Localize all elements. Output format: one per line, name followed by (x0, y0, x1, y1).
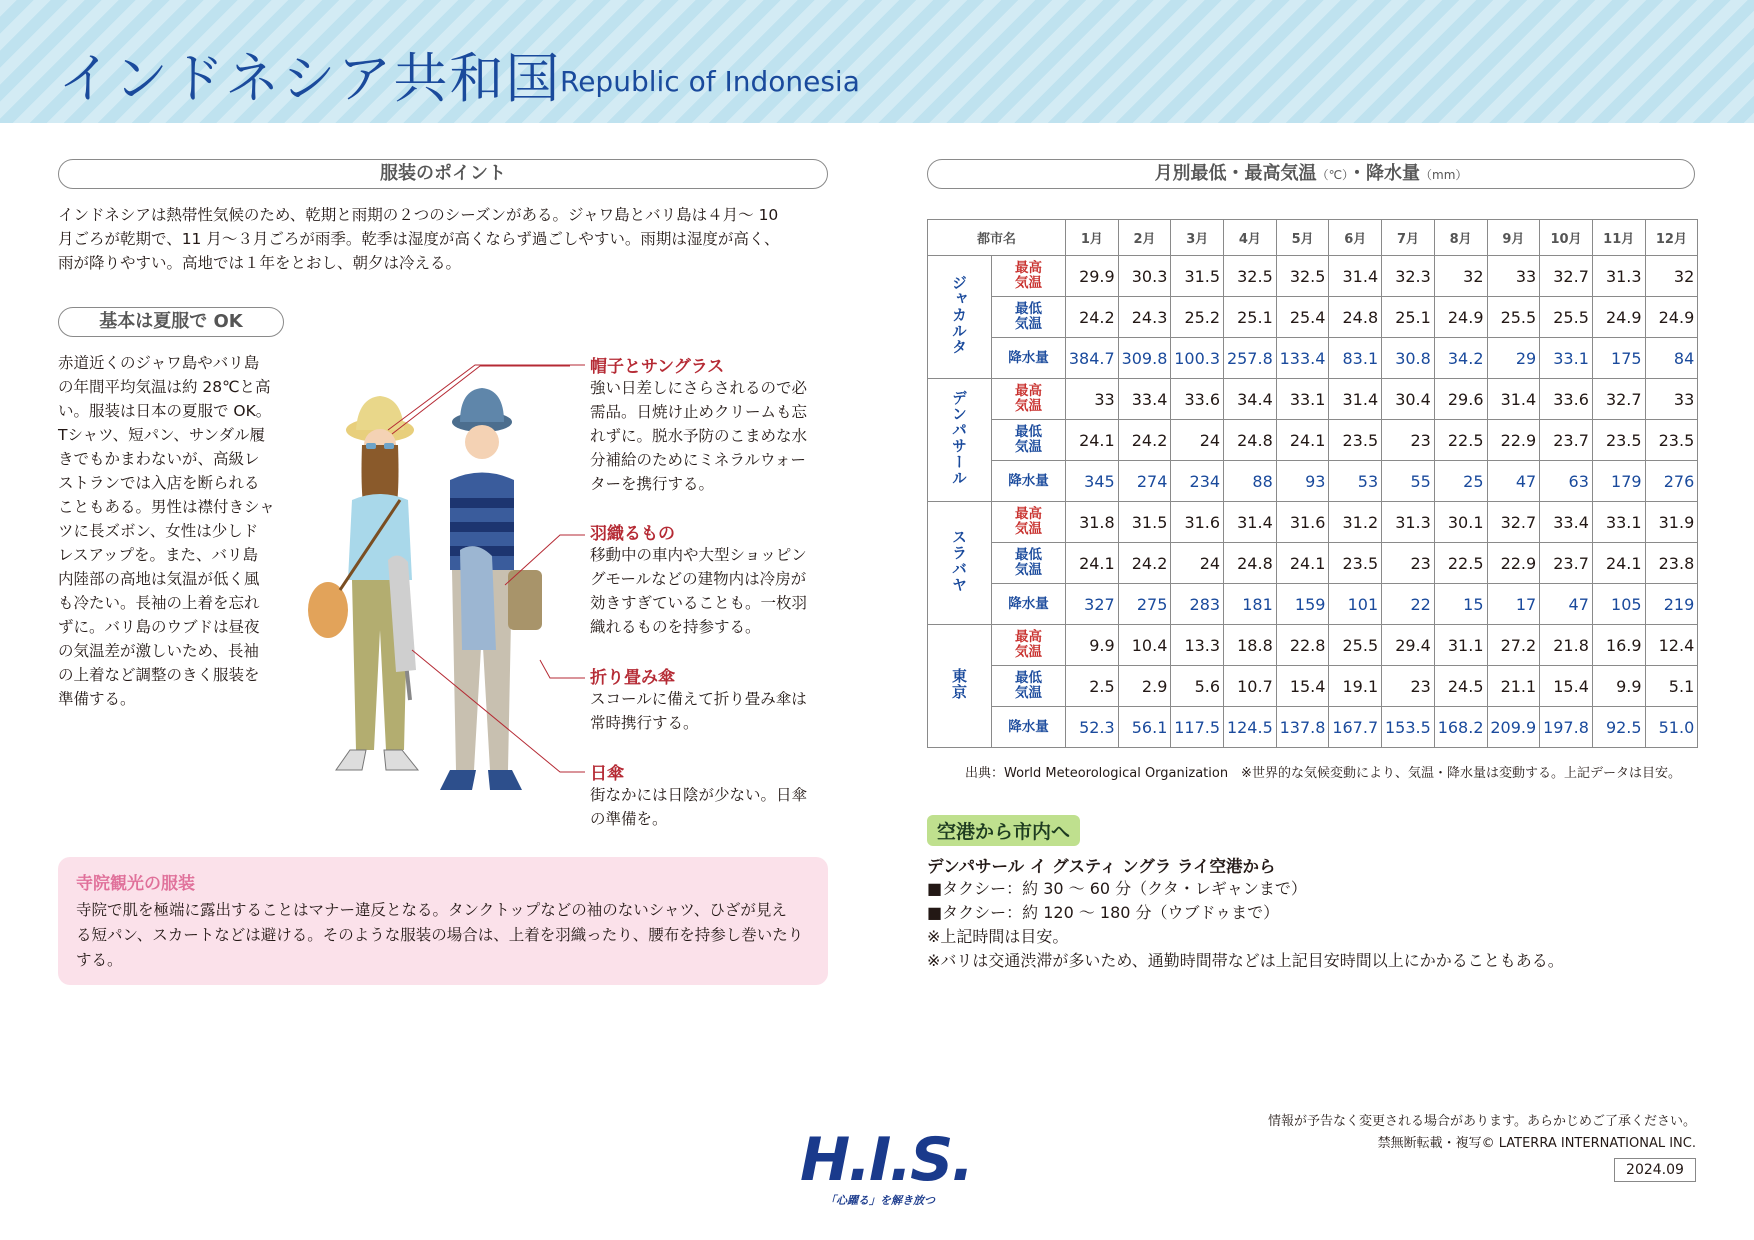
month-header: 1月 (1066, 220, 1119, 256)
page-title: インドネシア共和国 (58, 47, 562, 110)
cell-low: 5.1 (1645, 666, 1698, 707)
cell-rain: 53 (1329, 461, 1382, 502)
callout-text (590, 543, 830, 639)
cell-low: 24.1 (1066, 420, 1119, 461)
cell-rain: 47 (1487, 461, 1540, 502)
cell-high: 32.7 (1540, 256, 1593, 297)
city-name (928, 502, 992, 625)
city-name (928, 256, 992, 379)
cell-rain: 153.5 (1382, 707, 1435, 748)
cell-rain: 384.7 (1066, 338, 1119, 379)
cell-low: 2.5 (1066, 666, 1119, 707)
callout-line: 織れるものを持参する。 (590, 618, 761, 636)
cell-high: 33 (1066, 379, 1119, 420)
cell-low: 24.5 (1434, 666, 1487, 707)
cell-rain: 209.9 (1487, 707, 1540, 748)
row-label-high: 最高気温 (992, 502, 1066, 543)
cell-rain: 327 (1066, 584, 1119, 625)
row-label-low: 最低気温 (992, 666, 1066, 707)
row-label-high: 最高気温 (992, 379, 1066, 420)
cell-high: 30.3 (1118, 256, 1171, 297)
cell-high: 31.2 (1329, 502, 1382, 543)
row-label-rain: 降水量 (992, 584, 1066, 625)
month-header: 9月 (1487, 220, 1540, 256)
cell-low: 24.9 (1434, 297, 1487, 338)
cell-low: 2.9 (1118, 666, 1171, 707)
row-label-low: 最低気温 (992, 297, 1066, 338)
cell-low: 24.2 (1066, 297, 1119, 338)
table-row (928, 420, 1698, 461)
cell-rain: 25 (1434, 461, 1487, 502)
cell-low: 15.4 (1276, 666, 1329, 707)
cell-high: 31.4 (1329, 256, 1382, 297)
cell-high: 32 (1434, 256, 1487, 297)
page-title-en: Republic of Indonesia (560, 65, 860, 98)
temple-text (76, 898, 810, 973)
cell-low: 24.1 (1276, 543, 1329, 584)
table-row (928, 707, 1698, 748)
callout-line: 需品。日焼け止めクリームも忘 (590, 403, 808, 421)
cell-rain: 30.8 (1382, 338, 1435, 379)
cell-high: 33.4 (1540, 502, 1593, 543)
row-label-rain: 降水量 (992, 707, 1066, 748)
callout-text (590, 376, 830, 496)
cell-rain: 101 (1329, 584, 1382, 625)
month-header: 2月 (1118, 220, 1171, 256)
cell-low: 24.2 (1118, 543, 1171, 584)
city-name (928, 625, 992, 748)
cell-low: 23.8 (1645, 543, 1698, 584)
summer-line: ストランでは入店を断られる (58, 474, 260, 492)
his-logo-tagline: 「心躍る」を解き放つ (825, 1194, 935, 1207)
cell-rain: 197.8 (1540, 707, 1593, 748)
cell-low: 24.9 (1592, 297, 1645, 338)
temple-line: 寺院で肌を極端に露出することはマナー違反となる。タンクトップなどの袖のないシャツ、ひざが見え (76, 901, 787, 919)
cell-low: 24.8 (1329, 297, 1382, 338)
cell-low: 5.6 (1171, 666, 1224, 707)
temple-line: する。 (76, 951, 123, 969)
cell-low: 23.5 (1329, 420, 1382, 461)
cell-low: 24 (1171, 420, 1224, 461)
cell-rain: 52.3 (1066, 707, 1119, 748)
cell-high: 31.4 (1224, 502, 1277, 543)
cell-low: 22.9 (1487, 420, 1540, 461)
cell-high: 31.5 (1118, 502, 1171, 543)
climate-unit-rain: （mm） (1420, 168, 1468, 182)
month-header: 4月 (1224, 220, 1277, 256)
footer-copyright: 禁無断転載・複写© LATERRA INTERNATIONAL INC. (1377, 1136, 1696, 1151)
cell-rain: 56.1 (1118, 707, 1171, 748)
cell-high: 29.6 (1434, 379, 1487, 420)
cell-high: 33 (1487, 256, 1540, 297)
summer-line: Tシャツ、短パン、サンダル履 (58, 426, 265, 444)
summer-line: 赤道近くのジャワ島やバリ島 (58, 354, 260, 372)
cell-high: 31.9 (1645, 502, 1698, 543)
cell-rain: 283 (1171, 584, 1224, 625)
intro-line: 雨が降りやすい。高地では１年をとおし、朝夕は冷える。 (58, 254, 462, 272)
summer-line: ツに長ズボン、女性は少しド (58, 522, 259, 540)
cell-high: 10.4 (1118, 625, 1171, 666)
cell-rain: 88 (1224, 461, 1277, 502)
cell-rain: 17 (1487, 584, 1540, 625)
climate-table (927, 219, 1698, 748)
summer-line: ずに。バリ島のウブドは昼夜 (58, 618, 260, 636)
cell-high: 33 (1645, 379, 1698, 420)
cell-high: 27.2 (1487, 625, 1540, 666)
cell-rain: 63 (1540, 461, 1593, 502)
summer-line: 準備する。 (58, 690, 136, 708)
table-row (928, 666, 1698, 707)
climate-heading (927, 159, 1695, 189)
intro-line: 月ごろが乾期で、11 月～３月ごろが雨季。乾季は湿度が高くならず過ごしやすい。雨期は湿度が高く、 (58, 230, 780, 248)
cell-low: 10.7 (1224, 666, 1277, 707)
cell-rain: 276 (1645, 461, 1698, 502)
cell-high: 32.7 (1487, 502, 1540, 543)
callout-line: グモールなどの建物内は冷房が (590, 570, 807, 588)
cell-rain: 83.1 (1329, 338, 1382, 379)
month-header: 7月 (1382, 220, 1435, 256)
cell-high: 21.8 (1540, 625, 1593, 666)
footer-notice: 情報が予告なく変更される場合があります。あらかじめご了承ください。 (1268, 1114, 1696, 1129)
col-city-header: 都市名 (928, 220, 1066, 256)
cell-high: 22.8 (1276, 625, 1329, 666)
airport-line: ※上記時間は目安。 (927, 927, 1069, 946)
cell-rain: 100.3 (1171, 338, 1224, 379)
cell-rain: 257.8 (1224, 338, 1277, 379)
cell-low: 23.7 (1540, 543, 1593, 584)
cell-high: 31.6 (1276, 502, 1329, 543)
table-row (928, 461, 1698, 502)
row-label-rain: 降水量 (992, 461, 1066, 502)
row-label-high: 最高気温 (992, 256, 1066, 297)
cell-rain: 168.2 (1434, 707, 1487, 748)
climate-unit-temp: （℃） (1316, 168, 1349, 182)
cell-rain: 15 (1434, 584, 1487, 625)
callout-title: 帽子とサングラス (590, 357, 725, 377)
cell-high: 29.9 (1066, 256, 1119, 297)
cell-low: 23.5 (1329, 543, 1382, 584)
cell-rain: 29 (1487, 338, 1540, 379)
cell-low: 25.1 (1224, 297, 1277, 338)
month-header: 3月 (1171, 220, 1224, 256)
cell-low: 24.3 (1118, 297, 1171, 338)
cell-high: 31.1 (1434, 625, 1487, 666)
callout-line: 常時携行する。 (590, 714, 699, 732)
cell-rain: 22 (1382, 584, 1435, 625)
cell-high: 31.6 (1171, 502, 1224, 543)
cell-rain: 92.5 (1592, 707, 1645, 748)
table-row (928, 379, 1698, 420)
cell-low: 24.8 (1224, 543, 1277, 584)
cell-low: 23.7 (1540, 420, 1593, 461)
clothing-heading: 服装のポイント (58, 159, 828, 189)
cell-low: 25.4 (1276, 297, 1329, 338)
cell-high: 31.3 (1382, 502, 1435, 543)
cell-low: 22.9 (1487, 543, 1540, 584)
row-label-rain: 降水量 (992, 338, 1066, 379)
cell-rain: 124.5 (1224, 707, 1277, 748)
summer-line: こともある。男性は襟付きシャ (58, 498, 275, 516)
callout-line: 移動中の車内や大型ショッピン (590, 546, 807, 564)
cell-rain: 275 (1118, 584, 1171, 625)
callout-line: 強い日差しにさらされるので必 (590, 379, 808, 397)
cell-rain: 179 (1592, 461, 1645, 502)
cell-low: 19.1 (1329, 666, 1382, 707)
cell-rain: 105 (1592, 584, 1645, 625)
month-header: 10月 (1540, 220, 1593, 256)
cell-low: 24 (1171, 543, 1224, 584)
temple-box (58, 857, 828, 985)
cell-low: 25.1 (1382, 297, 1435, 338)
cell-high: 32.3 (1382, 256, 1435, 297)
city-name-text: スラバヤ (950, 529, 968, 593)
callout-line: スコールに備えて折り畳み傘は (590, 690, 807, 708)
callout-line: れずに。脱水予防のこまめな水 (590, 427, 808, 445)
climate-heading-text: 月別最低・最高気温 (1154, 163, 1317, 184)
cell-low: 22.5 (1434, 543, 1487, 584)
callout-text (590, 783, 830, 831)
summer-line: い。服装は日本の夏服で OK。 (58, 402, 272, 420)
airport-line: ※バリは交通渋滞が多いため、通勤時間帯などは上記目安時間以上にかかることもある。 (927, 951, 1564, 970)
cell-low: 23.5 (1592, 420, 1645, 461)
row-label-high: 最高気温 (992, 625, 1066, 666)
cell-rain: 175 (1592, 338, 1645, 379)
cell-high: 16.9 (1592, 625, 1645, 666)
cell-low: 21.1 (1487, 666, 1540, 707)
callout-line: 街なかには日陰が少ない。日傘 (590, 786, 808, 804)
cell-high: 31.8 (1066, 502, 1119, 543)
his-logo-mark: H.I.S. (800, 1125, 973, 1195)
table-row (928, 338, 1698, 379)
month-header: 6月 (1329, 220, 1382, 256)
summer-line: の気温差が激しいため、長袖 (58, 642, 259, 660)
cell-rain: 47 (1540, 584, 1593, 625)
cell-high: 29.4 (1382, 625, 1435, 666)
callout-title: 折り畳み傘 (590, 668, 675, 688)
temple-line: る短パン、スカートなどは避ける。そのような服装の場合は、上着を羽織ったり、腰布を持参し巻いたり (76, 926, 804, 944)
month-header: 12月 (1645, 220, 1698, 256)
city-name-text: デンパサール (950, 390, 968, 486)
cell-high: 31.4 (1329, 379, 1382, 420)
cell-high: 25.5 (1329, 625, 1382, 666)
row-label-low: 最低気温 (992, 420, 1066, 461)
cell-low: 23 (1382, 420, 1435, 461)
month-header: 8月 (1434, 220, 1487, 256)
cell-high: 31.3 (1592, 256, 1645, 297)
cell-high: 32 (1645, 256, 1698, 297)
cell-high: 33.4 (1118, 379, 1171, 420)
summer-heading: 基本は夏服で OK (58, 307, 284, 337)
callout-line: 分補給のためにミネラルウォー (590, 451, 806, 469)
cell-high: 32.5 (1224, 256, 1277, 297)
cell-rain: 274 (1118, 461, 1171, 502)
table-row (928, 297, 1698, 338)
cell-high: 30.1 (1434, 502, 1487, 543)
cell-low: 23 (1382, 666, 1435, 707)
cell-low: 24.1 (1592, 543, 1645, 584)
cell-rain: 181 (1224, 584, 1277, 625)
cell-rain: 137.8 (1276, 707, 1329, 748)
intro-line: インドネシアは熱帯性気候のため、乾期と雨期の２つのシーズンがある。ジャワ島とバリ島は４月～ 10 (58, 206, 779, 224)
cell-rain: 234 (1171, 461, 1224, 502)
callout-title: 日傘 (590, 764, 624, 784)
climate-heading-rain: ・降水量 (1348, 163, 1421, 184)
cell-low: 24.1 (1276, 420, 1329, 461)
month-header: 5月 (1276, 220, 1329, 256)
table-row (928, 256, 1698, 297)
month-header: 11月 (1592, 220, 1645, 256)
cell-rain: 93 (1276, 461, 1329, 502)
cell-low: 9.9 (1592, 666, 1645, 707)
callout-line: の準備を。 (590, 810, 668, 828)
cell-high: 33.6 (1540, 379, 1593, 420)
cell-rain: 159 (1276, 584, 1329, 625)
cell-rain: 309.8 (1118, 338, 1171, 379)
cell-high: 32.7 (1592, 379, 1645, 420)
summer-line: きでもかまわないが、高級レ (58, 450, 260, 468)
table-row (928, 625, 1698, 666)
cell-rain: 84 (1645, 338, 1698, 379)
issue-date: 2024.09 (1614, 1158, 1696, 1182)
airport-subtitle: デンパサール イ グスティ ングラ ライ空港から (927, 857, 1276, 876)
summer-line: の年間平均気温は約 28℃と高 (58, 378, 271, 396)
cell-high: 12.4 (1645, 625, 1698, 666)
cell-low: 23.5 (1645, 420, 1698, 461)
cell-high: 31.5 (1171, 256, 1224, 297)
cell-low: 24.1 (1066, 543, 1119, 584)
cell-low: 15.4 (1540, 666, 1593, 707)
cell-high: 33.6 (1171, 379, 1224, 420)
table-row (928, 502, 1698, 543)
cell-low: 25.5 (1540, 297, 1593, 338)
summer-line: レスアップを。また、バリ島 (58, 546, 258, 564)
callout-line: 効きすぎていることも。一枚羽 (590, 594, 808, 612)
cell-high: 18.8 (1224, 625, 1277, 666)
cell-rain: 133.4 (1276, 338, 1329, 379)
city-name-text: ジャカルタ (950, 275, 968, 355)
cell-rain: 167.7 (1329, 707, 1382, 748)
cell-low: 24.8 (1224, 420, 1277, 461)
cell-high: 32.5 (1276, 256, 1329, 297)
airport-lines (927, 877, 1564, 973)
airport-line: ■タクシー：約 120 ～ 180 分（ウブドゥまで） (927, 903, 1280, 922)
cell-rain: 51.0 (1645, 707, 1698, 748)
cell-high: 33.1 (1592, 502, 1645, 543)
cell-rain: 219 (1645, 584, 1698, 625)
callout-title: 羽織るもの (590, 524, 675, 544)
temple-title: 寺院観光の服装 (76, 874, 195, 894)
cell-low: 24.9 (1645, 297, 1698, 338)
airport-line: ■タクシー：約 30 ～ 60 分（クタ・レギャンまで） (927, 879, 1307, 898)
cell-low: 25.2 (1171, 297, 1224, 338)
row-label-low: 最低気温 (992, 543, 1066, 584)
cell-high: 9.9 (1066, 625, 1119, 666)
cell-low: 24.2 (1118, 420, 1171, 461)
cell-high: 34.4 (1224, 379, 1277, 420)
summer-line: 内陸部の高地は気温が低く風 (58, 570, 260, 588)
table-row (928, 584, 1698, 625)
cell-high: 31.4 (1487, 379, 1540, 420)
city-name-text: 東京 (950, 668, 968, 700)
table-row (928, 543, 1698, 584)
cell-rain: 34.2 (1434, 338, 1487, 379)
city-name (928, 379, 992, 502)
airport-tag: 空港から市内へ (927, 815, 1080, 846)
cell-rain: 55 (1382, 461, 1435, 502)
summer-line: の上着など調整のきく服装を (58, 666, 260, 684)
cell-high: 30.4 (1382, 379, 1435, 420)
cell-rain: 33.1 (1540, 338, 1593, 379)
cell-low: 22.5 (1434, 420, 1487, 461)
cell-rain: 117.5 (1171, 707, 1224, 748)
cell-low: 23 (1382, 543, 1435, 584)
his-logo (800, 1125, 973, 1208)
callout-line: ターを携行する。 (590, 475, 715, 493)
summer-line: も冷たい。長袖の上着を忘れ (58, 594, 260, 612)
cell-low: 25.5 (1487, 297, 1540, 338)
cell-rain: 345 (1066, 461, 1119, 502)
cell-high: 33.1 (1276, 379, 1329, 420)
callout-text (590, 687, 830, 735)
cell-high: 13.3 (1171, 625, 1224, 666)
climate-source: 出典：World Meteorological Organization ※世界的な気候変動により、気温・降水量は変動する。上記データは目安。 (965, 766, 1681, 781)
